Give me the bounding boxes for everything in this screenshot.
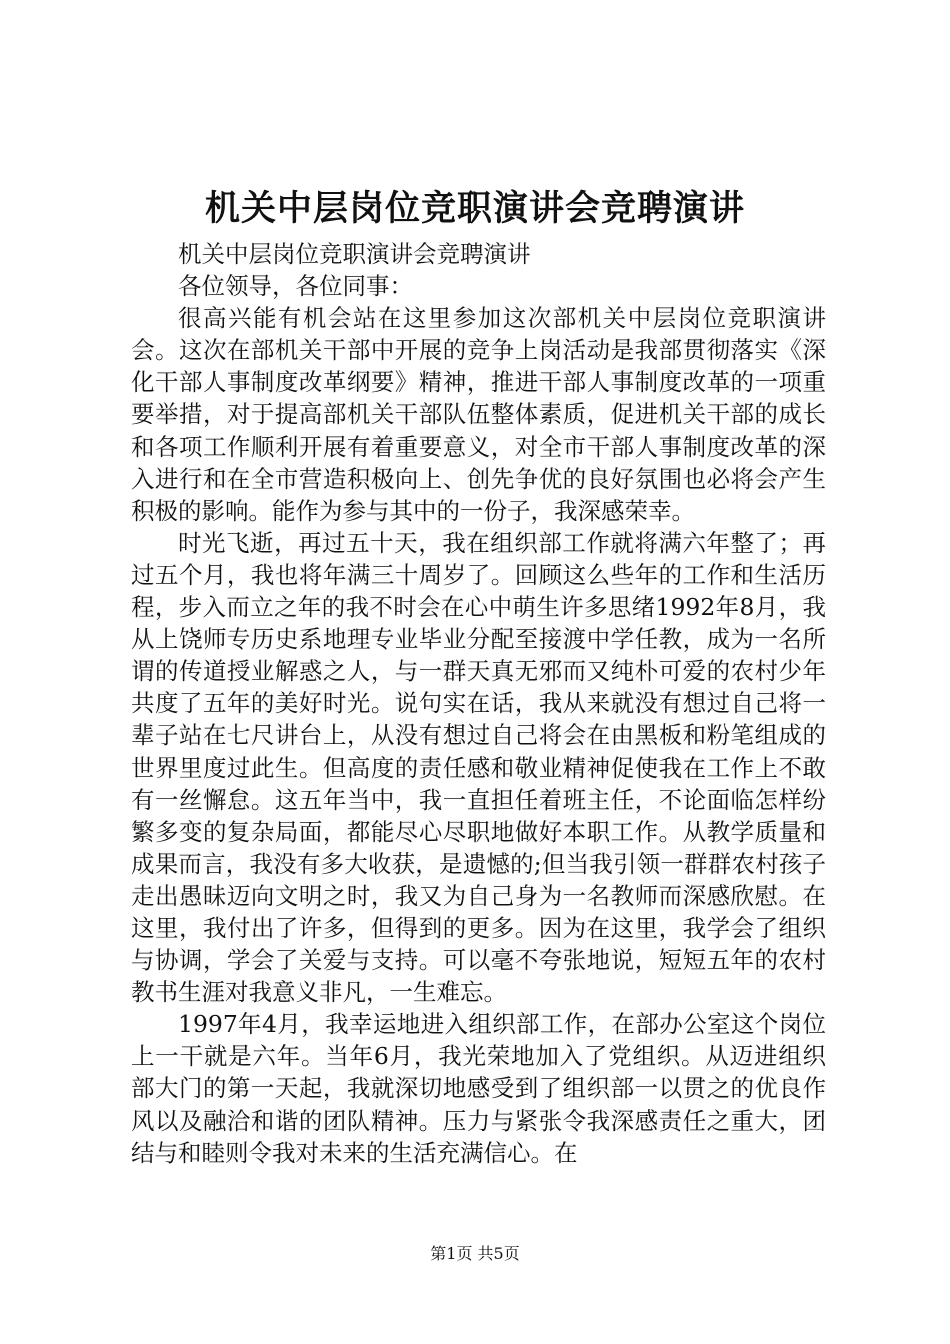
- document-body: [131, 238, 826, 1169]
- body-paragraph-salutation: 各位领导，各位同事：: [178, 272, 413, 301]
- body-paragraph: 很高兴能有机会站在这里参加这次部机关中层岗位竞职演讲会。这次在部机关干部中开展的竞争上岗活动是我部贯彻落实《深化干部人事制度改革纲要》精神，推进干部人事制度改革的一项重要举措，对于提高部机关干部队伍整体素质，促进机关干部的成长和各项工作顺利开展有着重要意义，对全市干部人事制度改革的深入进行和在全市营造积极向上、创先争优的良好氛围也必将会产生积极的影响。能作为参与其中的一份子，我深感荣幸。: [131, 304, 826, 525]
- body-paragraph: 时光飞逝，再过五十天，我在组织部工作就将满六年整了；再过五个月，我也将年满三十周岁了。回顾这么些年的工作和生活历程，步入而立之年的我不时会在心中萌生许多思绪1992年8月，我从上饶师专历史系地理专业毕业分配至接渡中学任教，成为一名所谓的传道授业解惑之人，与一群天真无邪而又纯朴可爱的农村少年共度了五年的美好时光。说句实在话，我从来就没有想过自己将一辈子站在七尺讲台上，从没有想过自己将会在由黑板和粉笔组成的世界里度过此生。但高度的责任感和敬业精神促使我在工作上不敢有一丝懈怠。这五年当中，我一直担任着班主任，不论面临怎样纷繁多变的复杂局面，都能尽心尽职地做好本职工作。从教学质量和成果而言，我没有多大收获，是遗憾的;但当我引领一群群农村孩子走出愚昧迈向文明之时，我又为自己身为一名教师而深感欣慰。在这里，我付出了许多，但得到的更多。因为在这里，我学会了组织与协调，学会了关爱与支持。可以毫不夸张地说，短短五年的农村教书生涯对我意义非凡，一生难忘。: [131, 528, 826, 1007]
- body-paragraph-subtitle: 机关中层岗位竞职演讲会竞聘演讲: [178, 240, 531, 268]
- body-paragraph: 1997年4月，我幸运地进入组织部工作，在部办公室这个岗位上一干就是六年。当年6月，我光荣地加入了党组织。从迈进组织部大门的第一天起，我就深切地感受到了组织部一以贯之的优良作风以及融洽和谐的团队精神。压力与紧张令我深感责任之重大，团结与和睦则令我对未来的生活充满信心。在: [131, 1010, 826, 1167]
- page-footer: 第1页 共5页: [430, 1244, 520, 1263]
- document-title: 机关中层岗位竞职演讲会竞聘演讲: [204, 188, 745, 229]
